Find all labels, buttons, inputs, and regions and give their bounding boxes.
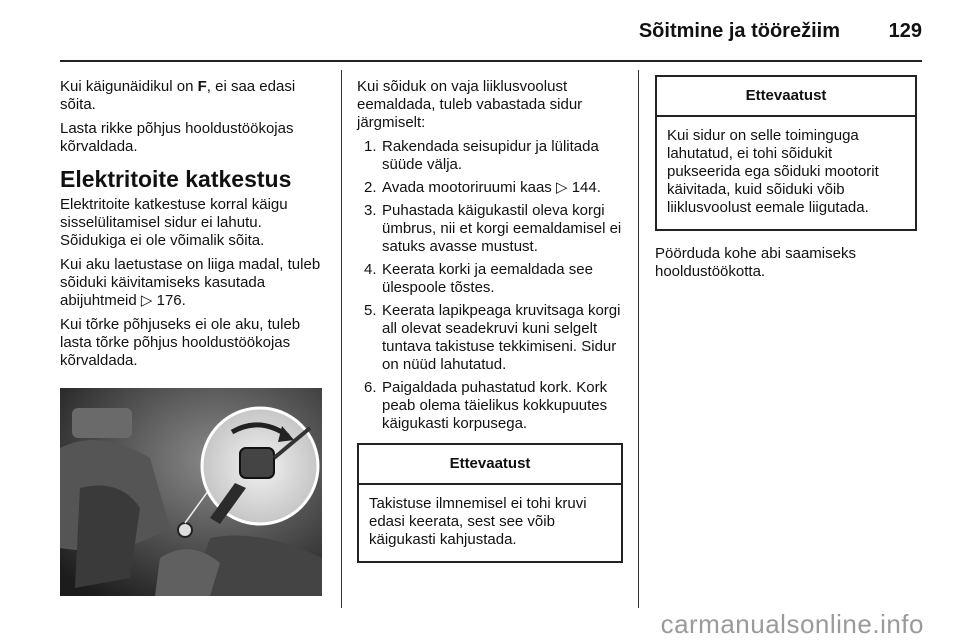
paragraph: Lasta rikke põhjus hooldustöökojas kõrvaldada. (60, 120, 294, 155)
warning-title: Ettevaatust (657, 77, 915, 117)
page-reference-link[interactable]: 176. (156, 292, 186, 309)
step-number: 2. (364, 179, 377, 196)
header-rule (60, 60, 922, 62)
step-number: 1. (364, 138, 377, 155)
paragraph: Pöörduda kohe abi saamiseks hooldustöökotta. (655, 245, 856, 280)
paragraph: Elektritoite katkestuse korral käigu sisselülitamisel sidur ei lahutu. Sõidukiga ei ole võimalik sõita. (60, 196, 288, 249)
step-text: Keerata korki ja eemaldada see ülespoole tõstes. (382, 261, 593, 296)
column-divider (638, 70, 639, 608)
gearbox-plug-illustration (60, 388, 322, 596)
warning-body: Takistuse ilmnemisel ei tohi kruvi edasi keerata, sest see võib käigukasti kahjustada. (369, 495, 587, 548)
gear-indicator-letter: F (197, 78, 207, 95)
watermark: carmanualsonline.info (660, 609, 924, 639)
step-number: 6. (364, 379, 377, 396)
list-item (357, 202, 623, 256)
step-text: Puhastada käigukastil oleva korgi ümbrus, nii et korgi eemaldamisel ei satuks avasse mustust. (382, 202, 622, 255)
page-section-title: Sõitmine ja töörežiim (638, 20, 840, 42)
step-number: 3. (364, 202, 377, 219)
list-item (357, 179, 623, 197)
warning-body: Kui sidur on selle toiminguga lahutatud, ei tohi sõidukit pukseerida ega sõiduki mootorit käivitada, kuid sõiduki võib liiklusvoolust eemale liigutada. (667, 127, 879, 216)
column-middle (357, 78, 623, 563)
warning-box (655, 75, 917, 231)
step-text: Keerata lapikpeaga kruvitsaga korgi all olevat seadekruvi kuni selgelt tuntava takistuse tekkimiseni. Sidur on nüüd lahutatud. (382, 302, 621, 373)
text: , ei saa edasi sõita. (60, 78, 296, 113)
paragraph (60, 256, 328, 310)
step-number: 5. (364, 302, 377, 319)
list-item (357, 379, 623, 433)
column-left (60, 78, 328, 376)
step-number: 4. (364, 261, 377, 278)
engine-bay-drawing (60, 388, 322, 596)
list-item (357, 302, 623, 374)
warning-box (357, 443, 623, 563)
step-text: Avada mootoriruumi kaas (382, 179, 552, 196)
step-text: Rakendada seisupidur ja lülitada süüde välja. (382, 138, 599, 173)
paragraph: Kui tõrke põhjuseks ei ole aku, tuleb lasta tõrke põhjus hooldustöökojas kõrvaldada. (60, 316, 301, 369)
step-text: Paigaldada puhastatud kork. Kork peab olema täielikus kokkupuutes käigukasti korpusega. (382, 379, 608, 432)
paragraph (60, 78, 328, 114)
paragraph: Kui sõiduk on vaja liiklusvoolust eemaldada, tuleb vabastada sidur järgmiselt: (357, 78, 583, 131)
page-reference-arrow-icon[interactable]: ▷ (555, 179, 568, 196)
page-number: 129 (888, 20, 922, 42)
warning-title: Ettevaatust (359, 445, 621, 485)
steps-list (357, 138, 623, 433)
page-reference-link[interactable]: 144. (571, 179, 601, 196)
text: Kui käigunäidikul on (60, 78, 198, 95)
column-divider (341, 70, 342, 608)
section-heading: Elektritoite katkestus (60, 166, 292, 192)
list-item (357, 138, 623, 174)
column-right (655, 75, 917, 287)
page-reference-arrow-icon[interactable]: ▷ (140, 292, 153, 309)
text: Kui aku laetustase on liiga madal, tuleb sõiduki käivitamiseks kasutada abijuhtmeid (60, 256, 321, 309)
list-item (357, 261, 623, 297)
